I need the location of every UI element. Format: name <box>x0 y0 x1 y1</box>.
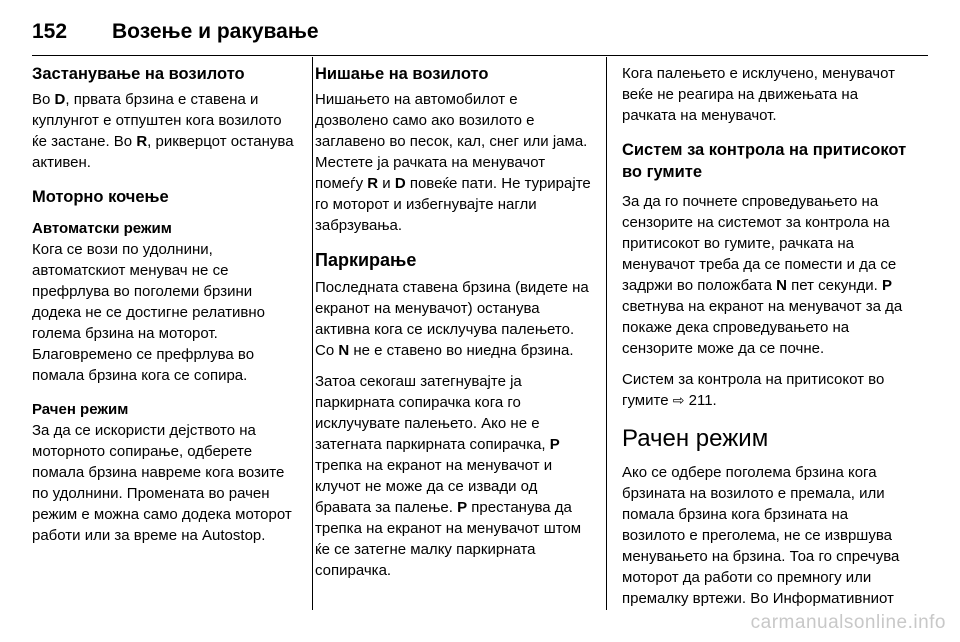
page-header <box>32 20 928 48</box>
gear-letter: R <box>136 133 148 150</box>
section-title-manual-mode: Рачен режим <box>622 425 769 452</box>
column-2 <box>315 63 593 594</box>
text: Последната ставена брзина (видете на екранот на менувачот) останува активна кога се исклучува палењето. Со <box>315 279 589 359</box>
page-reference[interactable]: 211. <box>684 392 717 409</box>
gear-letter: P <box>457 499 468 516</box>
gear-letter: R <box>367 175 379 192</box>
text: Во <box>32 91 55 108</box>
page-reference-arrow-icon: ⇨ <box>672 392 685 408</box>
text: , првата брзина е ставена и куплунгот е отпуштен кога возилото ќе застане. Во <box>32 91 282 150</box>
paragraph-automatic: Кога се вози по удолнини, автоматскиот менувач не се префрлува во поголеми брзини додека не се достигне релативно голема брзина на моторот. Благовремено се префрлува во помала брзина кога се сопира. <box>32 241 265 384</box>
paragraph-manual: За да се искористи дејството на моторното сопирање, одберете помала брзина навреме кога возите по удолнини. Промената во рачен режим е можна само додека моторот работи или за време на Autostop. <box>32 422 292 544</box>
gear-letter: N <box>776 277 787 294</box>
section-title-stopping: Застанување на возилото <box>32 65 245 83</box>
gear-letter: P <box>881 277 892 294</box>
text: Нишањето на автомобилот е дозволено само ако возилото е заглавено во песок, кал, снег или јама. Местете ја рачката на менувачот помеѓу <box>315 91 588 192</box>
subsection-title-manual: Рачен режим <box>32 401 129 418</box>
section-title-tpms: Систем за контрола на притисокот во гумите <box>622 141 907 181</box>
text: повеќе пати. Не турирајте го моторот и избегнувајте нагли забрзувања. <box>315 175 591 234</box>
paragraph-stopping <box>32 89 296 173</box>
section-title-parking: Паркирање <box>315 250 417 270</box>
paragraph-tpms-2 <box>622 369 912 411</box>
chapter-title: Возење и ракување <box>112 20 319 43</box>
watermark: carmanualsonline.info <box>750 612 946 633</box>
header-divider <box>32 55 928 56</box>
text: престанува да трепка на екранот на менувачот штом ќе се затегне малку паркирната сопирачка. <box>315 499 582 579</box>
paragraph-tpms-1 <box>622 191 912 359</box>
text: пет секунди. <box>786 277 882 294</box>
text: , рикверцот останува активен. <box>32 133 294 171</box>
paragraph-parking-2 <box>315 371 593 581</box>
paragraph-rocking <box>315 89 593 236</box>
text: не е ставено во ниедна брзина. <box>349 342 574 359</box>
gear-letter: D <box>394 175 406 192</box>
column-1 <box>32 63 296 559</box>
paragraph-ignition-off: Кога палењето е исклучено, менувачот веќе не реагира на движењата на рачката на менувачот. <box>622 65 895 124</box>
gear-letter: N <box>338 342 350 359</box>
paragraph-parking-1 <box>315 277 593 361</box>
text: За да го почнете спроведувањето на сензорите на системот за контрола на притисокот во гумите, рачката на менувачот треба да се помести и да се задржи во положбата <box>622 193 897 294</box>
subsection-title-automatic: Автоматски режим <box>32 220 172 237</box>
section-title-rocking: Нишање на возилото <box>315 65 489 83</box>
page-number: 152 <box>32 20 68 43</box>
paragraph-manual-mode: Ако се одбере поголема брзина кога брзината на возилото е премала, или помала брзина кога брзината на возилото е преголема, не се извршува менувањето на брзина. Тоа го спречува моторот да работи со премногу или премалку вртежи. Во Информативниот <box>622 464 900 607</box>
text: Затоа секогаш затегнувајте ја паркирната сопирачка кога го исклучувате палењето. Ако не е затегната паркирната сопирачка, <box>315 373 550 453</box>
text: Систем за контрола на притисокот во гумите <box>622 371 885 409</box>
column-3 <box>622 63 912 622</box>
gear-letter: P <box>549 436 560 453</box>
text: светнува на екранот на менувачот за да покаже дека спроведувањето на сензорите може да се почне. <box>622 298 903 357</box>
column-divider-2 <box>606 57 607 610</box>
section-title-engine-braking: Моторно кочење <box>32 188 169 206</box>
column-divider-1 <box>312 57 313 610</box>
text: трепка на екранот на менувачот и клучот не може да се извади од бравата за палење. <box>315 457 553 516</box>
text: и <box>378 175 395 192</box>
gear-letter: D <box>54 91 66 108</box>
